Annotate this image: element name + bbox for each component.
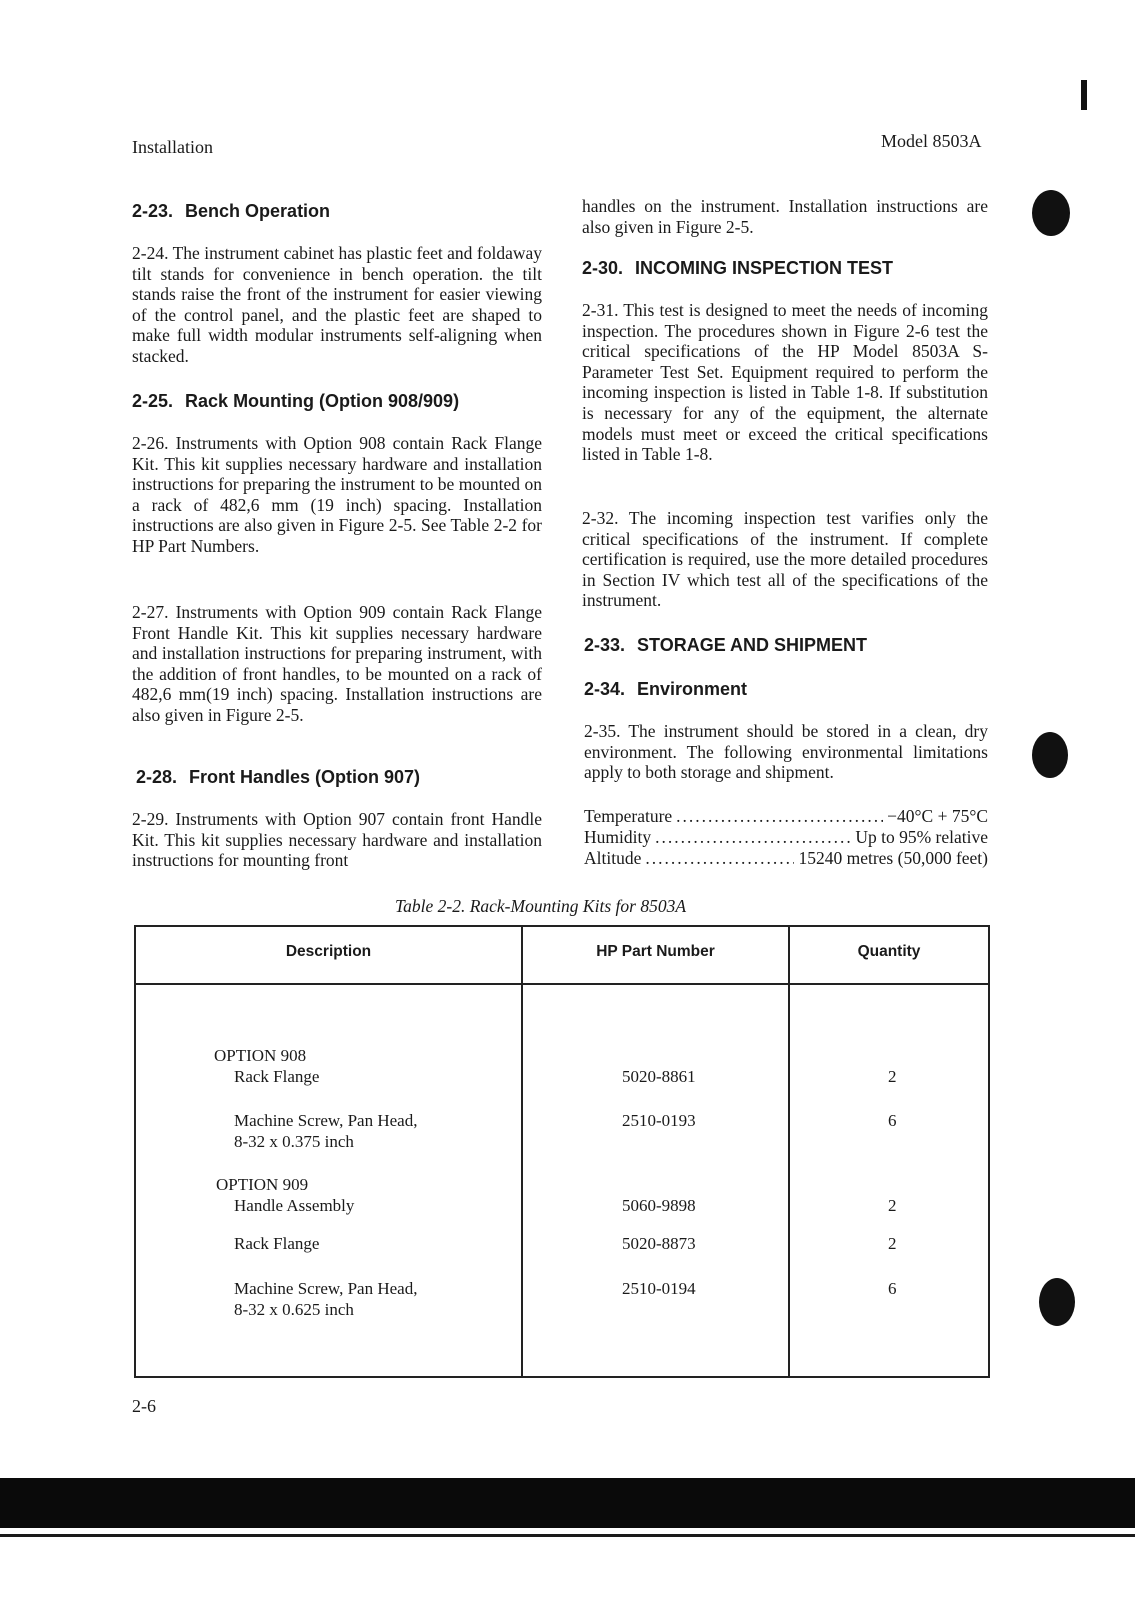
heading-2-23 xyxy=(132,201,330,222)
env-value: −40°C + 75°C xyxy=(887,806,988,826)
env-label: Temperature xyxy=(584,806,673,826)
heading-title: STORAGE AND SHIPMENT xyxy=(637,635,868,655)
heading-number: 2-23. xyxy=(132,201,174,221)
paragraph-2-24: 2-24. The instrument cabinet has plastic feet and foldaway tilt stands for convenience in bench operation. the tilt stands raise the front of the instrument for easier viewing of the control panel, and the plastic feet are shaped to make full width modular instruments self-aligning when stacked. xyxy=(132,243,542,366)
env-row-humidity xyxy=(584,827,988,848)
heading-title: Rack Mounting (Option 908/909) xyxy=(185,391,460,411)
heading-number: 2-34. xyxy=(584,679,626,699)
edge-mark xyxy=(1081,80,1087,110)
heading-2-34 xyxy=(584,679,747,700)
table-row-desc: Rack Flange xyxy=(234,1067,320,1086)
heading-title: Bench Operation xyxy=(185,201,331,221)
heading-2-25 xyxy=(132,391,459,412)
paragraph-2-26: 2-26. Instruments with Option 908 contain Rack Flange Kit. This kit supplies necessary hardware and installation instructions for preparing the instrument to be mounted on a rack of 482,6 mm (19 inch) spacing. Installation instructions are also given in Figure 2-5. See Table 2-2 for HP Part Numbers. xyxy=(132,433,542,556)
table-row-part: 2510-0194 xyxy=(622,1279,696,1298)
punch-hole-bottom xyxy=(1039,1278,1075,1326)
table-row-desc: Machine Screw, Pan Head, xyxy=(234,1279,418,1298)
table-row-desc: Machine Screw, Pan Head, xyxy=(234,1111,418,1130)
running-header-section: Installation xyxy=(132,137,213,157)
rack-mounting-kits-table xyxy=(134,925,990,1378)
env-value: 15240 metres (50,000 feet) xyxy=(798,848,988,868)
table-row-qty: 2 xyxy=(888,1196,897,1215)
table-row-qty: 6 xyxy=(888,1111,897,1130)
heading-2-33 xyxy=(584,635,867,656)
env-label: Humidity xyxy=(584,827,652,847)
table-row-desc: Handle Assembly xyxy=(234,1196,355,1215)
punch-hole-top xyxy=(1032,190,1070,236)
table-row-qty: 2 xyxy=(888,1234,897,1253)
paragraph-2-29-continued: handles on the instrument. Installation instructions are also given in Figure 2-5. xyxy=(582,196,988,237)
scan-border-line xyxy=(0,1534,1135,1537)
table-row-desc-line2: 8-32 x 0.375 inch xyxy=(234,1132,354,1151)
env-row-temperature xyxy=(584,806,988,827)
table-row-qty: 6 xyxy=(888,1279,897,1298)
option-908-label: OPTION 908 xyxy=(214,1046,307,1065)
heading-title: Front Handles (Option 907) xyxy=(189,767,421,787)
column-header-quantity: Quantity xyxy=(857,943,921,960)
table-row-part: 5020-8861 xyxy=(622,1067,696,1086)
punch-hole-middle xyxy=(1032,732,1068,778)
heading-title: INCOMING INSPECTION TEST xyxy=(635,258,894,278)
page-number: 2-6 xyxy=(132,1396,156,1416)
option-909-label: OPTION 909 xyxy=(216,1175,309,1194)
env-label: Altitude xyxy=(584,848,642,868)
env-row-altitude xyxy=(584,848,988,869)
heading-number: 2-30. xyxy=(582,258,624,278)
heading-2-28 xyxy=(136,767,420,788)
table-row-part: 5060-9898 xyxy=(622,1196,696,1215)
heading-title: Environment xyxy=(637,679,748,699)
paragraph-2-35: 2-35. The instrument should be stored in a clean, dry environment. The following environmental limitations apply to both storage and shipment. xyxy=(584,721,988,783)
paragraph-2-32: 2-32. The incoming inspection test varifies only the critical specifications of the instrument. If complete certification is required, use the more detailed procedures in Section IV which test all of the specifications of the instrument. xyxy=(582,508,988,611)
running-header-model: Model 8503A xyxy=(881,131,982,151)
heading-number: 2-28. xyxy=(136,767,178,787)
table-caption: Table 2-2. Rack-Mounting Kits for 8503A xyxy=(395,896,687,916)
paragraph-2-27: 2-27. Instruments with Option 909 contain Rack Flange Front Handle Kit. This kit supplies necessary hardware and installation instructions for preparing instrument, with the addition of front handles, to be mounted on a rack of 482,6 mm(19 inch) spacing. Installation instructions are also given in Figure 2-5. xyxy=(132,602,542,725)
environment-limits xyxy=(584,806,988,869)
table-row-qty: 2 xyxy=(888,1067,897,1086)
heading-2-30 xyxy=(582,258,893,279)
heading-number: 2-33. xyxy=(584,635,626,655)
table-row-desc-line2: 8-32 x 0.625 inch xyxy=(234,1300,354,1319)
table-row-part: 2510-0193 xyxy=(622,1111,696,1130)
table-row-desc: Rack Flange xyxy=(234,1234,320,1253)
paragraph-2-31: 2-31. This test is designed to meet the needs of incoming inspection. The procedures shown in Figure 2-6 test the critical specifications of the HP Model 8503A S-Parameter Test Set. Equipment required to perform the incoming inspection is listed in Table 1-8. If substitution is necessary for any of the equipment, the alternate models must meet or exceed the critical specifications listed in Table 1-8. xyxy=(582,300,988,465)
column-header-part-number: HP Part Number xyxy=(596,943,715,960)
column-header-description: Description xyxy=(285,943,372,960)
scan-border-bar xyxy=(0,1478,1135,1528)
env-value: Up to 95% relative xyxy=(855,827,988,847)
paragraph-2-29: 2-29. Instruments with Option 907 contain front Handle Kit. This kit supplies necessary hardware and installation instructions for mounting front xyxy=(132,809,542,871)
table-row-part: 5020-8873 xyxy=(622,1234,696,1253)
heading-number: 2-25. xyxy=(132,391,174,411)
